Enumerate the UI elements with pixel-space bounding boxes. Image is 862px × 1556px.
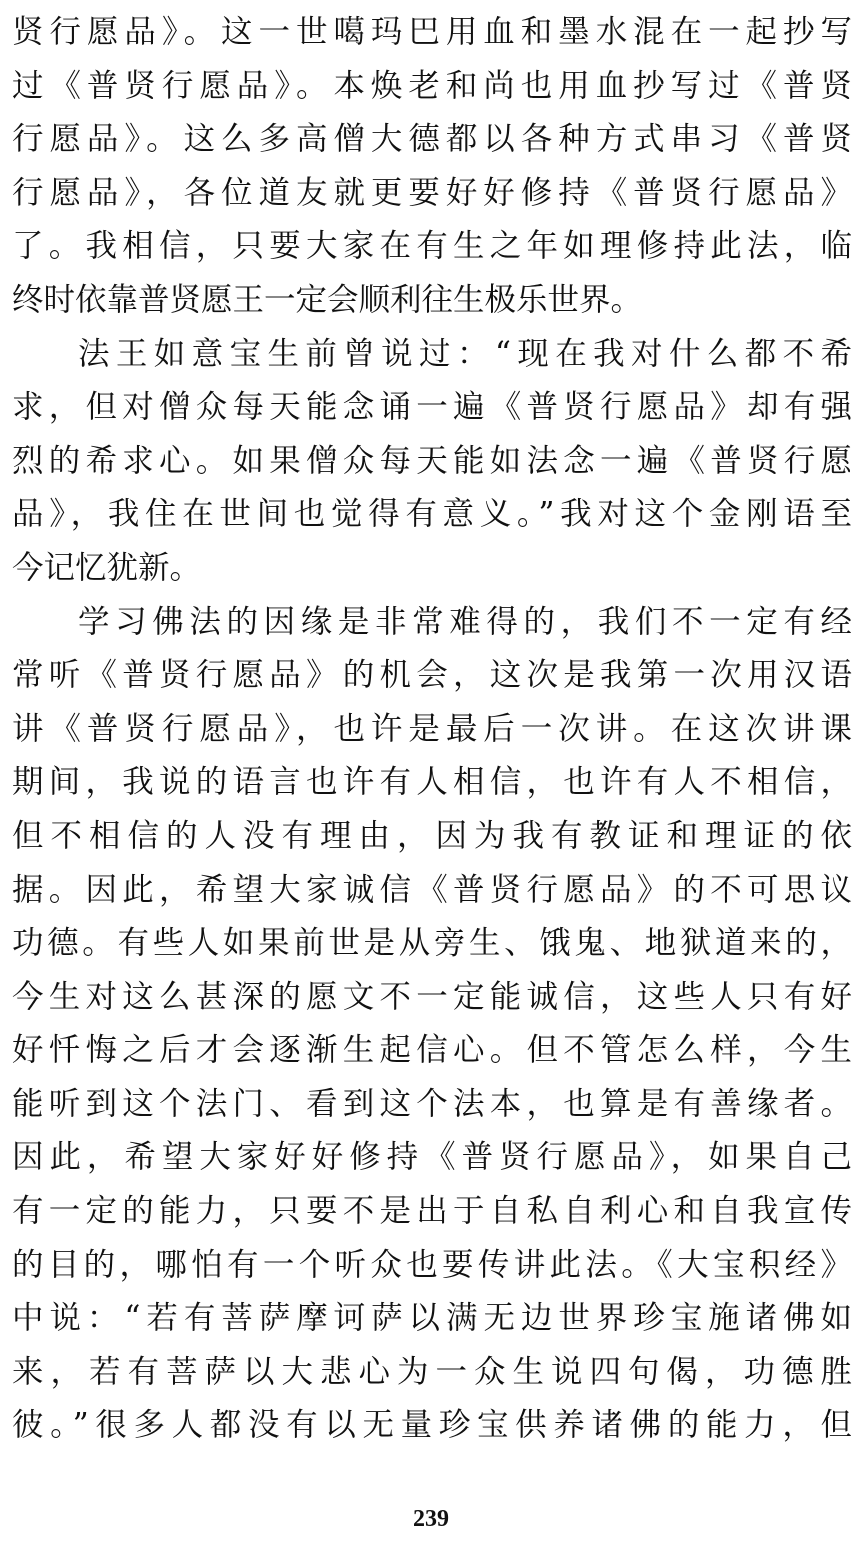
text-line: 中说：“若有菩萨摩诃萨以满无边世界珍宝施诸佛如	[12, 1300, 852, 1337]
text-line: 了。我相信，只要大家在有生之年如理修持此法，临	[12, 228, 852, 265]
text-line: 贤行愿品》。这一世噶玛巴用血和墨水混在一起抄写	[12, 14, 852, 50]
text-line: 功德。有些人如果前世是从旁生、饿鬼、地狱道来的，	[12, 925, 852, 962]
text-line: 彼。”很多人都没有以无量珍宝供养诸佛的能力，但	[12, 1407, 852, 1444]
text-line: 品》，我住在世间也觉得有意义。”我对这个金刚语至	[12, 496, 852, 533]
text-line: 终时依靠普贤愿王一定会顺利往生极乐世界。	[12, 281, 643, 318]
paragraph-start-line: 学习佛法的因缘是非常难得的，我们不一定有经	[78, 603, 852, 640]
text-line: 有一定的能力，只要不是出于自私自利心和自我宣传	[12, 1193, 852, 1230]
text-line: 据。因此，希望大家诚信《普贤行愿品》的不可思议	[12, 871, 852, 908]
text-line: 今记忆犹新。	[12, 549, 202, 586]
paragraph-start-line: 法王如意宝生前曾说过：“现在我对什么都不希	[78, 335, 852, 372]
text-line: 好忏悔之后才会逐渐生起信心。但不管怎么样，今生	[12, 1032, 852, 1069]
text-line: 今生对这么甚深的愿文不一定能诚信，这些人只有好	[12, 978, 852, 1015]
text-line: 常听《普贤行愿品》的机会，这次是我第一次用汉语	[12, 657, 852, 694]
page-number: 239	[413, 1506, 449, 1532]
text-line: 的目的，哪怕有一个听众也要传讲此法。《大宝积经》	[12, 1246, 852, 1283]
text-line: 因此，希望大家好好修持《普贤行愿品》，如果自己	[12, 1139, 852, 1176]
text-line: 烈的希求心。如果僧众每天能如法念一遍《普贤行愿	[12, 442, 852, 479]
text-line: 期间，我说的语言也许有人相信，也许有人不相信，	[12, 764, 852, 801]
text-line: 行愿品》，各位道友就更要好好修持《普贤行愿品》	[12, 174, 852, 211]
page-body	[12, 6, 852, 1453]
text-line: 但不相信的人没有理由，因为我有教证和理证的依	[12, 817, 852, 854]
text-line: 能听到这个法门、看到这个法本，也算是有善缘者。	[12, 1085, 852, 1122]
text-line: 求，但对僧众每天能念诵一遍《普贤行愿品》却有强	[12, 389, 852, 426]
text-line: 讲《普贤行愿品》，也许是最后一次讲。在这次讲课	[12, 710, 852, 747]
text-line: 行愿品》。这么多高僧大德都以各种方式串习《普贤	[12, 121, 852, 158]
text-line: 来，若有菩萨以大悲心为一众生说四句偈，功德胜	[12, 1353, 852, 1390]
text-line: 过《普贤行愿品》。本焕老和尚也用血抄写过《普贤	[12, 67, 852, 104]
